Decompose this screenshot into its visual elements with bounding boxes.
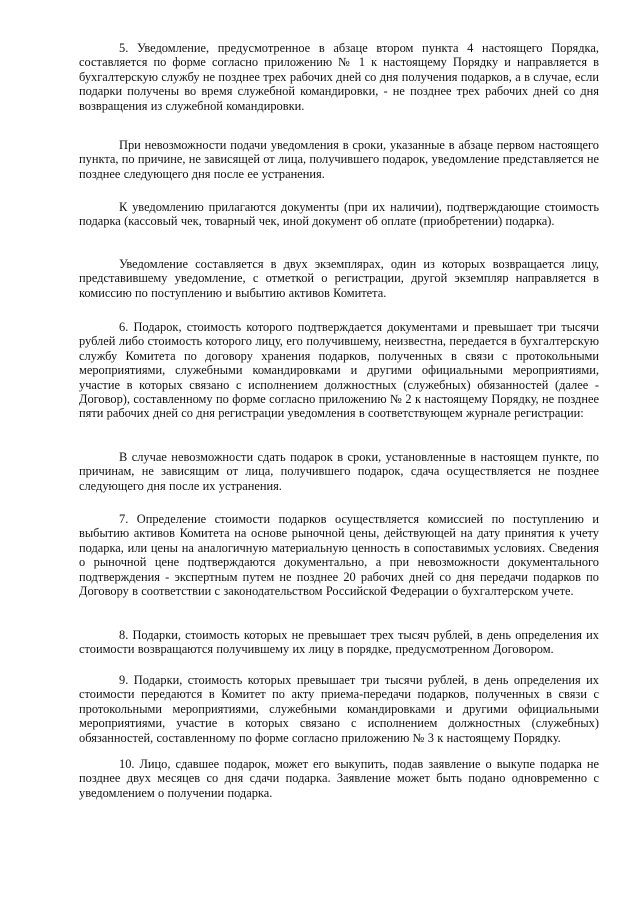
paragraph-notice-attachments: К уведомлению прилагаются документы (при их наличии), подтверждающие стоимость подарка (кассовый чек, товарный чек, иной документ об оплате (приобретении) подарка). bbox=[79, 200, 599, 229]
paragraph-9: 9. Подарки, стоимость которых превышает три тысячи рублей, в день определения их стоимости передаются в Комитет по акту приема-передачи подарков, полученных в связи с протокольными мероприятиями, служебными командировками и другими официальными мероприятиями, участие в которых связано с исполнением должностных (служебных) обязанностей, составленному по форме согласно приложению № 3 к настоящему Порядку. bbox=[79, 673, 599, 745]
paragraph-10: 10. Лицо, сдавшее подарок, может его выкупить, подав заявление о выкупе подарка не позднее двух месяцев со дня сдачи подарка. Заявление может быть подано одновременно с уведомлением о получении подарка. bbox=[79, 757, 599, 800]
paragraph-notice-copies: Уведомление составляется в двух экземплярах, один из которых возвращается лицу, представившему уведомление, с отметкой о регистрации, другой экземпляр направляется в комиссию по поступлению и выбытию активов Комитета. bbox=[79, 257, 599, 300]
paragraph-6: 6. Подарок, стоимость которого подтверждается документами и превышает три тысячи рублей либо стоимость которого лицу, его получившему, неизвестна, передается в бухгалтерскую службу Комитета по договору хранения подарков, полученных в связи с протокольными мероприятиями, служебными командировками и другими официальными мероприятиями, участие в которых связано с исполнением должностных (служебных) обязанностей (далее - Договор), составленному по форме согласно приложению № 2 к настоящему Порядку, не позднее пяти рабочих дней со дня регистрации уведомления в соответствующем журнале регистрации: bbox=[79, 320, 599, 421]
paragraph-8: 8. Подарки, стоимость которых не превышает трех тысяч рублей, в день определения их стоимости возвращаются получившему их лицу в порядке, предусмотренном Договором. bbox=[79, 628, 599, 657]
paragraph-7: 7. Определение стоимости подарков осуществляется комиссией по поступлению и выбытию активов Комитета на основе рыночной цены, действующей на дату принятия к учету подарка, или цены на аналогичную материальную ценность в сопоставимых условиях. Сведения о рыночной цене подтверждаются документально, а при невозможности документального подтверждения - экспертным путем не позднее 20 рабочих дней со дня передачи подарков по Договору в соответствии с законодательством Российской Федерации о бухгалтерском учете. bbox=[79, 512, 599, 599]
paragraph-5: 5. Уведомление, предусмотренное в абзаце втором пункта 4 настоящего Порядка, составляется по форме согласно приложению № 1 к настоящему Порядку и направляется в бухгалтерскую службу не позднее трех рабочих дней со дня получения подарков, а в случае, если подарки получены во время служебной командировки, - не позднее трех рабочих дней со дня возвращения из служебной командировки. bbox=[79, 41, 599, 113]
paragraph-notice-deadline: При невозможности подачи уведомления в сроки, указанные в абзаце первом настоящего пункта, по причине, не зависящей от лица, получившего подарок, уведомление представляется не позднее следующего дня после ее устранения. bbox=[79, 138, 599, 181]
paragraph-6-exception: В случае невозможности сдать подарок в сроки, установленные в настоящем пункте, по причинам, не зависящим от лица, получившего подарок, сдача осуществляется не позднее следующего дня после их устранения. bbox=[79, 450, 599, 493]
